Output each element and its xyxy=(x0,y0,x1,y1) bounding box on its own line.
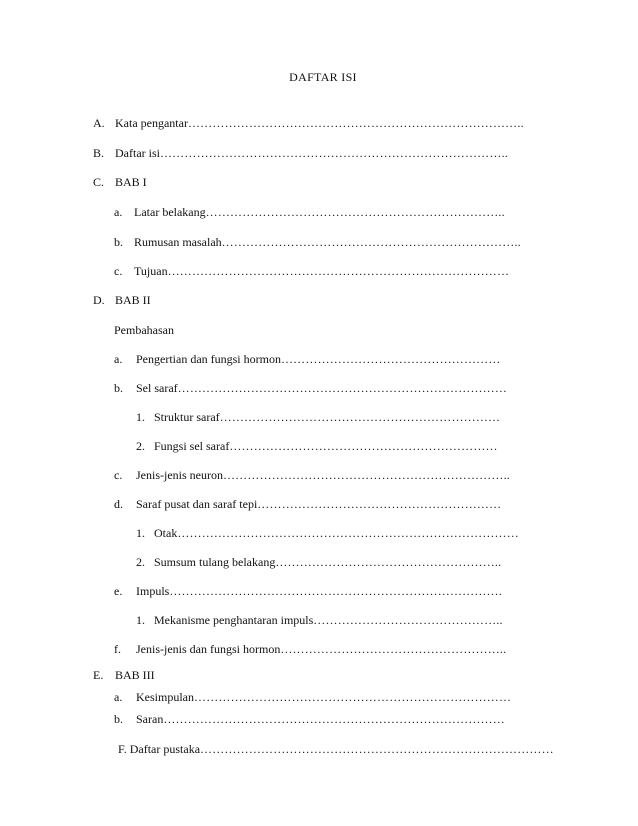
toc-entry-saraf-pusat-tepi[interactable] xyxy=(114,497,501,511)
toc-leader: ……………………………………………….. xyxy=(280,642,507,656)
toc-marker: c. xyxy=(114,468,123,482)
toc-label: Jenis-jenis neuron xyxy=(136,468,223,482)
toc-entry-rumusan-masalah[interactable] xyxy=(114,235,521,249)
toc-label: Pembahasan xyxy=(114,323,174,337)
toc-entry-fungsi-sel-saraf[interactable] xyxy=(136,439,498,453)
toc-label: Kata pengantar xyxy=(115,116,188,130)
toc-marker: b. xyxy=(114,712,123,726)
toc-leader: ……………………………………………………………………… xyxy=(177,381,508,395)
toc-leader: …………………………………………………………….. xyxy=(222,468,510,482)
toc-entry-bab-2[interactable] xyxy=(93,293,151,307)
toc-marker: a. xyxy=(114,205,123,219)
toc-leader: ………………………………………………………………………… xyxy=(167,264,510,278)
toc-label: Daftar isi xyxy=(115,146,160,160)
toc-marker: E. xyxy=(93,668,104,682)
toc-entry-latar-belakang[interactable] xyxy=(114,205,505,219)
toc-leader: …………………………………………………………………………… xyxy=(200,742,554,756)
toc-marker: a. xyxy=(114,352,123,366)
toc-entry-otak[interactable] xyxy=(136,526,519,540)
toc-marker: 1. xyxy=(136,526,145,540)
toc-label: Sel saraf xyxy=(136,381,178,395)
toc-label: Sumsum tulang belakang xyxy=(154,555,276,569)
toc-label: Saraf pusat dan saraf tepi xyxy=(136,497,258,511)
toc-label: BAB II xyxy=(115,293,151,307)
toc-entry-sumsum-tulang-belakang[interactable] xyxy=(136,555,501,569)
toc-marker: b. xyxy=(114,381,123,395)
toc-marker: d. xyxy=(114,497,123,511)
toc-leader: …………………………………………………………… xyxy=(219,410,501,424)
toc-marker: 1. xyxy=(136,613,145,627)
toc-label: Latar belakang xyxy=(134,205,206,219)
toc-marker: e. xyxy=(114,584,123,598)
toc-leader: ……………………………………….. xyxy=(313,613,503,627)
toc-entry-bab-1[interactable] xyxy=(93,175,147,189)
toc-label: Rumusan masalah xyxy=(134,235,222,249)
toc-label: Pengertian dan fungsi hormon xyxy=(136,352,281,366)
toc-leader: ……………………………………………… xyxy=(280,352,501,366)
toc-entry-daftar-isi[interactable] xyxy=(93,146,508,160)
toc-label: Mekanisme penghantaran impuls xyxy=(154,613,314,627)
toc-label: BAB I xyxy=(115,175,147,189)
page-title: DAFTAR ISI xyxy=(289,70,357,84)
toc-label: Saran xyxy=(136,712,164,726)
toc-marker: 1. xyxy=(136,410,145,424)
toc-label: Impuls xyxy=(136,584,170,598)
toc-entry-pengertian-hormon[interactable] xyxy=(114,352,501,366)
toc-label: F. Daftar pustaka xyxy=(118,742,201,756)
toc-leader: ………………………………………………………………………….. xyxy=(159,146,508,160)
toc-leader: ………………………………………………………………………… xyxy=(177,526,519,540)
toc-marker: f. xyxy=(114,642,121,656)
toc-leader: ………………………………………………………………………. xyxy=(169,584,502,598)
toc-leader: ………………………………………………………… xyxy=(229,439,498,453)
toc-label: Fungsi sel saraf xyxy=(154,439,230,453)
toc-marker: A. xyxy=(93,116,105,130)
toc-marker: 2. xyxy=(136,439,145,453)
toc-entry-impuls[interactable] xyxy=(114,584,502,598)
toc-marker: c. xyxy=(114,264,123,278)
toc-entry-tujuan[interactable] xyxy=(114,264,509,278)
toc-label: Struktur saraf xyxy=(154,410,220,424)
toc-leader: …………………………………………………………………… xyxy=(194,690,512,704)
toc-entry-struktur-saraf[interactable] xyxy=(136,410,500,424)
toc-entry-mekanisme-impuls[interactable] xyxy=(136,613,503,627)
toc-leader: ……………………………………………………………….. xyxy=(221,235,521,249)
toc-entry-bab-3[interactable] xyxy=(93,668,155,682)
toc-label: Kesimpulan xyxy=(136,690,194,704)
toc-entry-jenis-fungsi-hormon[interactable] xyxy=(114,642,506,656)
toc-entry-kata-pengantar[interactable] xyxy=(93,116,524,130)
toc-entry-jenis-neuron[interactable] xyxy=(114,468,510,482)
toc-leader: …………………………………………………… xyxy=(257,497,502,511)
toc-entry-saran[interactable] xyxy=(114,712,505,726)
toc-marker: b. xyxy=(114,235,123,249)
toc-entry-kesimpulan[interactable] xyxy=(114,690,511,704)
toc-label: Jenis-jenis dan fungsi hormon xyxy=(136,642,281,656)
toc-label: Tujuan xyxy=(134,264,168,278)
toc-subheading-pembahasan xyxy=(114,323,174,337)
toc-label: Otak xyxy=(154,526,178,540)
toc-marker: 2. xyxy=(136,555,145,569)
toc-label: BAB III xyxy=(115,668,155,682)
toc-leader: ……………………………………………………………………….. xyxy=(187,116,524,130)
toc-entry-sel-saraf[interactable] xyxy=(114,381,507,395)
toc-marker: B. xyxy=(93,146,105,160)
toc-leader: ………………………………………………………………………… xyxy=(163,712,505,726)
toc-entry-daftar-pustaka[interactable] xyxy=(118,742,554,756)
toc-marker: a. xyxy=(114,690,123,704)
toc-marker: C. xyxy=(93,175,105,189)
toc-leader: ……………………………………………….. xyxy=(275,555,502,569)
toc-marker: D. xyxy=(93,293,105,307)
toc-leader: ……………………………………………………………….. xyxy=(205,205,505,219)
